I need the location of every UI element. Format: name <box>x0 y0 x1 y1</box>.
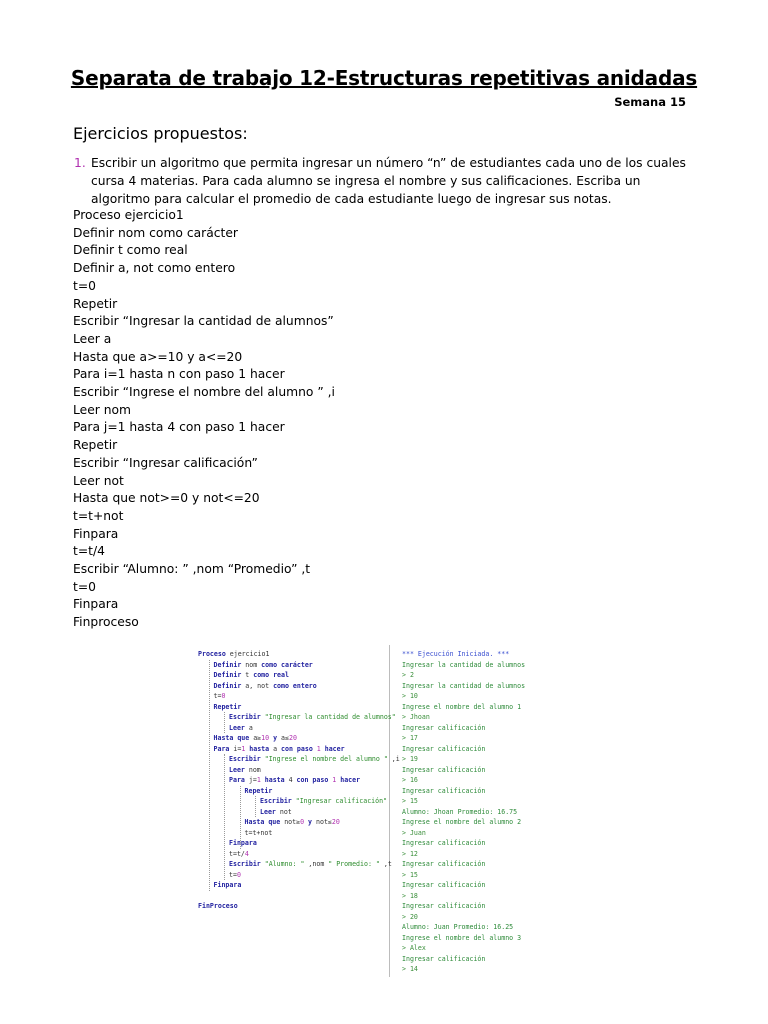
pseudocode-line: Hasta que not>=0 y not<=20 <box>73 491 260 506</box>
console-line: > 15 <box>402 870 418 879</box>
code-token: not≤ <box>312 818 332 826</box>
code-editor-panel <box>192 645 400 977</box>
code-token: nom <box>244 765 261 774</box>
code-token: Para <box>213 744 230 753</box>
console-line: Ingresar calificación <box>402 786 486 795</box>
pseudocode-line: Definir a, not como entero <box>73 261 236 276</box>
pseudocode-line: Definir nom como carácter <box>73 225 238 240</box>
code-token: 4 <box>284 776 297 784</box>
code-token: 10 <box>261 734 270 742</box>
pseudocode-line: Hasta que a>=10 y a<=20 <box>73 349 243 364</box>
pseudocode-line: Repetir <box>73 296 118 311</box>
console-line: Ingresar calificación <box>402 765 486 774</box>
code-token: ejercicio1 <box>225 650 270 658</box>
code-token: Escribir <box>229 713 261 721</box>
code-token: Finpara <box>229 839 257 847</box>
pseudocode-line: Definir t como real <box>73 243 188 258</box>
pseudocode-line: Finpara <box>73 526 119 541</box>
console-line: Ingresar calificación <box>402 744 486 753</box>
code-token: "Ingresar calificación" <box>291 797 388 805</box>
console-line: > 2 <box>402 671 414 679</box>
code-token: not <box>275 807 292 816</box>
console-line: > 18 <box>402 891 418 900</box>
code-token: 1 <box>312 744 321 753</box>
code-token: "Ingrese el nombre del alumno " <box>260 755 388 763</box>
pseudocode-line: Leer nom <box>73 402 132 417</box>
pseudocode-line: Escribir “Ingrese el nombre del alumno ” ,i <box>73 385 335 400</box>
pseudocode-line: Leer not <box>73 473 124 488</box>
console-line: > 15 <box>402 797 418 805</box>
code-token: i= <box>229 744 242 753</box>
editor-code-line <box>229 723 253 734</box>
code-token: t <box>241 671 254 679</box>
code-token: Escribir <box>229 755 261 763</box>
pseudocode-line: Repetir <box>73 438 118 453</box>
console-line: Ingresar calificación <box>402 839 486 847</box>
code-token: Finpara <box>213 881 242 889</box>
console-line: Ingrese el nombre del alumno 1 <box>402 702 522 711</box>
console-line: Ingrese el nombre del alumno 3 <box>402 933 522 942</box>
code-token: Proceso <box>198 650 226 658</box>
code-token: " Promedio: " <box>328 860 380 868</box>
code-token: como entero <box>273 681 317 690</box>
console-line: > 14 <box>402 965 418 973</box>
code-token: Para <box>229 776 245 784</box>
code-token: Definir <box>213 671 242 679</box>
console-line: > 12 <box>402 849 418 858</box>
editor-code-line <box>214 660 313 671</box>
pseudocode-line: t=0 <box>73 579 96 594</box>
editor-code-line <box>214 733 297 744</box>
console-line: > 17 <box>402 734 418 742</box>
pseudocode-line: Escribir “Alumno: ” ,nom “Promedio” ,t <box>73 562 311 577</box>
editor-code-line <box>229 775 360 786</box>
editor-code-line <box>229 754 400 765</box>
code-token: a <box>244 723 253 732</box>
code-token: Definir <box>213 660 242 669</box>
code-token: 0 <box>221 692 226 700</box>
editor-code-line <box>214 691 226 702</box>
indent-guide <box>240 786 241 849</box>
code-token: como carácter <box>261 660 313 669</box>
editor-code-line <box>198 649 269 660</box>
pseudocode-line: Proceso ejercicio1 <box>73 208 184 222</box>
code-token: ,nom <box>304 860 329 868</box>
console-line: Ingresar calificación <box>402 902 486 910</box>
console-line: Alumno: Jhoan Promedio: 16.75 <box>402 807 518 816</box>
code-token: Escribir <box>260 797 292 805</box>
code-token: hasta <box>245 744 270 753</box>
console-line: Alumno: Juan Promedio: 16.25 <box>402 923 514 931</box>
code-token: 1 <box>241 744 246 753</box>
console-line: *** Ejecución Iniciada. *** <box>402 650 510 658</box>
editor-code-line <box>198 901 238 912</box>
code-token: a, not <box>241 681 274 690</box>
editor-code-line <box>260 807 292 818</box>
indent-guide <box>224 754 225 880</box>
code-token: Hasta que <box>244 818 281 826</box>
pseudocode-block <box>73 207 335 632</box>
pseudocode-line: Escribir “Ingresar la cantidad de alumnos” <box>73 314 334 329</box>
editor-code-line <box>245 786 273 797</box>
code-token: t= <box>229 870 237 879</box>
section-subtitle: Ejercicios propuestos: <box>73 124 248 143</box>
code-token: 1 <box>328 776 337 784</box>
pseudocode-line: Finproceso <box>73 615 139 630</box>
code-token: a≥ <box>249 734 262 742</box>
code-token: Escribir <box>229 860 261 868</box>
pseudocode-line: t=t/4 <box>73 544 105 559</box>
editor-code-line <box>214 880 242 891</box>
exercise-text: Escribir un algoritmo que permita ingresar un número “n” de estudiantes cada uno de los cuales cursa 4 materias. Para cada alumno se ingresa el nombre y sus calificaciones. Escriba un algoritmo para calcular el promedio de cada estudiante luego de ingresar sus notas. <box>91 156 686 206</box>
code-token: ,t <box>379 860 392 868</box>
code-token: Leer <box>229 765 245 774</box>
pseudocode-line: Finpara <box>73 597 119 612</box>
code-token: t=t+not <box>244 828 273 837</box>
editor-code-line <box>214 681 317 692</box>
editor-code-line <box>229 712 396 723</box>
code-token: Repetir <box>213 702 242 711</box>
console-line: Ingresar la cantidad de alumnos <box>402 681 526 690</box>
console-line: > 20 <box>402 912 418 921</box>
code-token: 1 <box>256 776 261 784</box>
code-token: ,i <box>387 755 400 763</box>
editor-code-line <box>245 817 340 828</box>
code-token: nom <box>241 660 262 669</box>
execution-console-panel <box>398 645 530 977</box>
exercise-number: 1. <box>74 156 86 170</box>
code-token: con paso <box>296 776 329 784</box>
code-token: t= <box>213 692 222 700</box>
code-token: hacer <box>336 776 361 784</box>
pseudocode-line: Para i=1 hasta n con paso 1 hacer <box>73 367 285 382</box>
code-token: Repetir <box>244 786 273 795</box>
console-line: Ingresar calificación <box>402 723 486 732</box>
exercise-statement <box>73 154 698 208</box>
code-token: 20 <box>288 734 297 742</box>
pseudocode-line: Leer a <box>73 331 112 346</box>
code-token: Leer <box>260 807 276 816</box>
console-line: > Alex <box>402 944 426 952</box>
code-token: Leer <box>229 723 245 732</box>
console-line: Ingresar la cantidad de alumnos <box>402 660 526 669</box>
indent-guide <box>224 712 225 733</box>
console-line: > Juan <box>402 828 426 837</box>
editor-code-line <box>229 849 249 860</box>
pseudocode-line: t=t+not <box>73 508 124 523</box>
code-token: "Alumno: " <box>260 860 305 868</box>
editor-code-line <box>214 702 242 713</box>
editor-code-line <box>214 670 289 681</box>
editor-code-line <box>229 838 257 849</box>
indent-guide <box>209 660 210 891</box>
console-line: > Jhoan <box>402 713 430 721</box>
code-token: a <box>269 744 282 753</box>
pseudocode-line: Para j=1 hasta 4 con paso 1 hacer <box>73 420 285 435</box>
console-line: > 19 <box>402 755 418 763</box>
console-line: Ingresar calificación <box>402 881 486 889</box>
editor-code-line <box>214 744 345 755</box>
console-line: Ingresar calificación <box>402 860 486 868</box>
code-token: a≤ <box>277 734 289 742</box>
pseint-screenshot <box>192 645 530 977</box>
page-title: Separata de trabajo 12-Estructuras repetitivas anidadas <box>70 66 698 90</box>
code-token: "Ingresar la cantidad de alumnos" <box>260 713 396 721</box>
code-token: j= <box>244 776 257 784</box>
console-line: > 10 <box>402 692 418 700</box>
editor-code-line <box>229 859 392 870</box>
code-token: 0 <box>236 870 241 879</box>
code-token: FinProceso <box>198 902 238 910</box>
console-line: > 16 <box>402 776 418 784</box>
code-token: Definir <box>213 681 242 690</box>
code-token: not≥ <box>280 818 301 826</box>
console-line: Ingresar calificación <box>402 954 486 963</box>
code-token: y <box>304 818 313 826</box>
code-token: y <box>269 734 278 742</box>
code-token: hasta <box>260 776 285 784</box>
editor-code-line <box>229 870 241 881</box>
console-line: Ingrese el nombre del alumno 2 <box>402 818 522 826</box>
pseudocode-line: Escribir “Ingresar calificación” <box>73 455 258 470</box>
pseudocode-line: t=0 <box>73 278 96 293</box>
week-label: Semana 15 <box>614 95 686 109</box>
code-token: hacer <box>320 744 345 753</box>
indent-guide <box>255 796 256 817</box>
code-token: t=t/ <box>229 849 245 858</box>
code-token: 4 <box>244 849 249 858</box>
code-token: Hasta que <box>213 734 250 742</box>
editor-code-line <box>229 765 261 776</box>
editor-code-line <box>245 828 273 839</box>
code-token: como real <box>253 671 289 679</box>
code-token: 0 <box>300 818 305 826</box>
editor-code-line <box>260 796 387 807</box>
code-token: con paso <box>281 744 313 753</box>
code-token: 20 <box>331 818 340 826</box>
